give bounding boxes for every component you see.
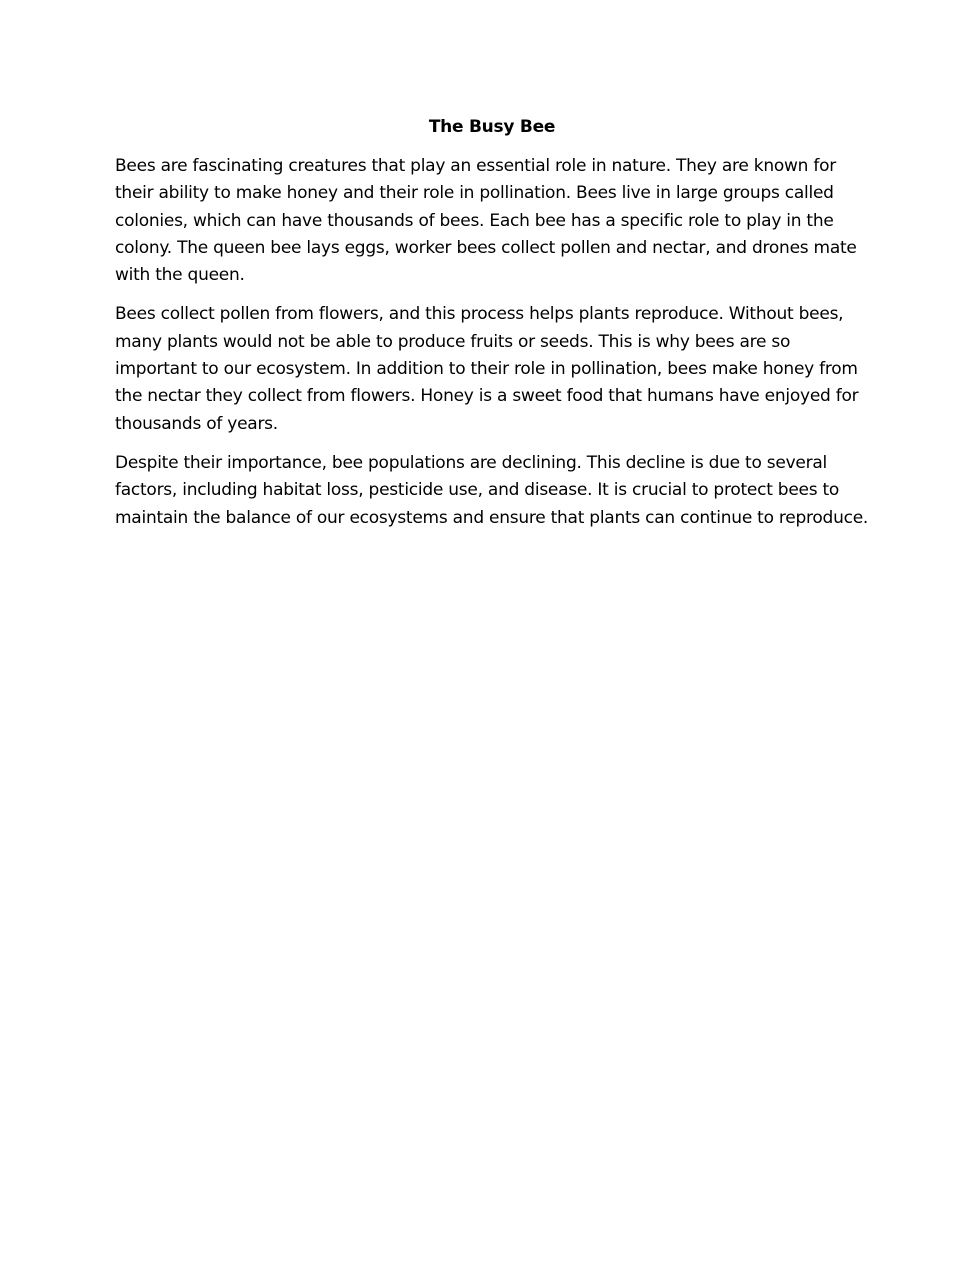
paragraph-2: Bees collect pollen from flowers, and this process helps plants reproduce. Without bees, many plants would not be able to produce fruits or seeds. This is why bees are so important to our ecosystem. In addition to their role in pollination, bees make honey from the nectar they collect from flowers. Honey is a sweet food that humans have enjoyed for thousands of years.	[115, 304, 859, 434]
paragraph-3: Despite their importance, bee populations are declining. This decline is due to several factors, including habitat loss, pesticide use, and disease. It is crucial to protect bees to maintain the balance of our ecosystems and ensure that plants can continue to reproduce.	[115, 452, 869, 528]
document-title: The Busy Bee	[428, 117, 556, 137]
paragraph-1: Bees are fascinating creatures that play an essential role in nature. They are known for their ability to make honey and their role in pollination. Bees live in large groups called colonies, which can have thousands of bees. Each bee has a specific role to play in the colony. The queen bee lays eggs, worker bees collect pollen and nectar, and drones mate with the queen.	[115, 156, 857, 286]
document-body	[115, 114, 869, 544]
